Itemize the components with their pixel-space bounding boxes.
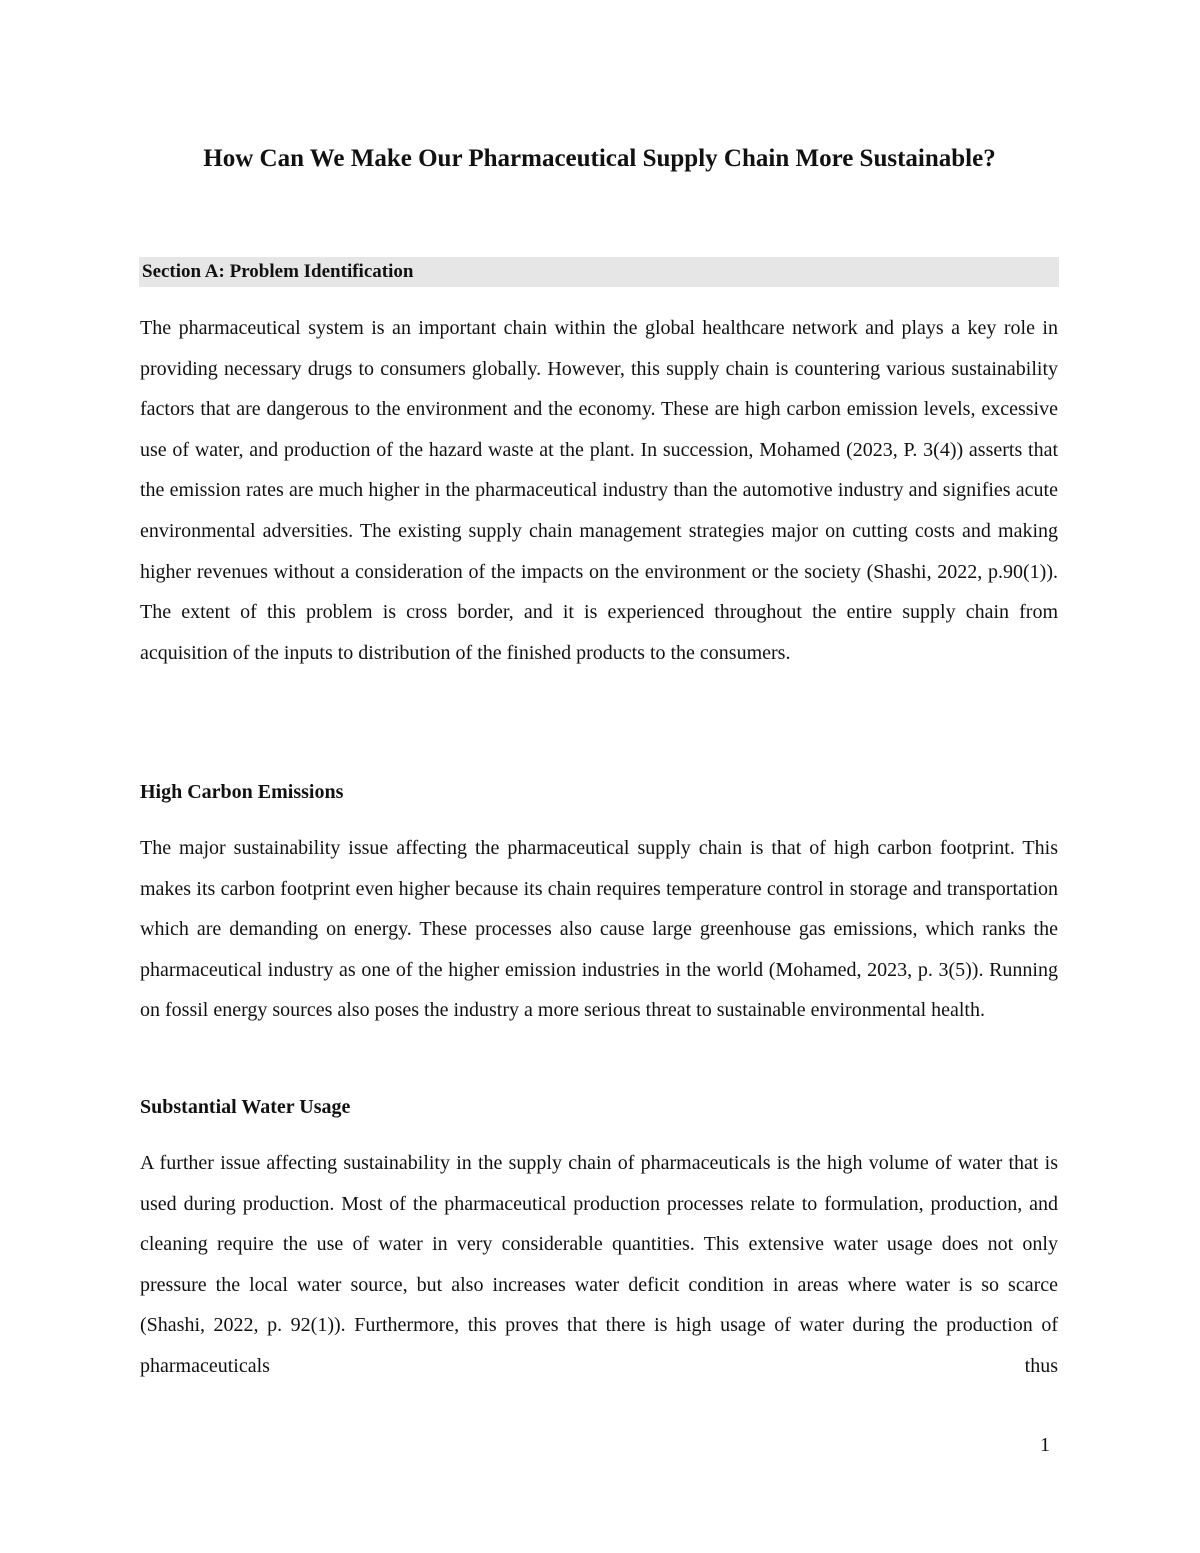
water-usage-paragraph: A further issue affecting sustainability in the supply chain of pharmaceuticals is the high volume of water that is used during production. Most of the pharmaceutical production processes relate to formulation, production, and cleaning require the use of water in very considerable quantities. This extensive water usage does not only pressure the local water source, but also increases water deficit condition in areas where water is so scarce (Shashi, 2022, p. 92(1)). Furthermore, this proves that there is high usage of water during the production of pharmaceuticals thus (140, 1152, 1058, 1377)
high-carbon-heading: High Carbon Emissions (140, 781, 344, 803)
document-title: How Can We Make Our Pharmaceutical Supply Chain More Sustainable? (203, 145, 996, 172)
section-a-heading: Section A: Problem Identification (142, 261, 414, 282)
section-a-paragraph: The pharmaceutical system is an important chain within the global healthcare network and plays a key role in providing necessary drugs to consumers globally. However, this supply chain is countering various sustainability factors that are dangerous to the environment and the economy. These are high carbon emission levels, excessive use of water, and production of the hazard waste at the plant. In succession, Mohamed (2023, P. 3(4)) asserts that the emission rates are much higher in the pharmaceutical industry than the automotive industry and signifies acute environmental adversities. The existing supply chain management strategies major on cutting costs and making higher revenues without a consideration of the impacts on the environment or the society (Shashi, 2022, p.90(1)). The extent of this problem is cross border, and it is experienced throughout the entire supply chain from acquisition of the inputs to distribution of the finished products to the consumers. (140, 317, 1058, 664)
high-carbon-paragraph: The major sustainability issue affecting the pharmaceutical supply chain is that of high carbon footprint. This makes its carbon footprint even higher because its chain requires temperature control in storage and transportation which are demanding on energy. These processes also cause large greenhouse gas emissions, which ranks the pharmaceutical industry as one of the higher emission industries in the world (Mohamed, 2023, p. 3(5)). Running on fossil energy sources also poses the industry a more serious threat to sustainable environmental health. (140, 837, 1058, 1022)
water-usage-heading: Substantial Water Usage (140, 1096, 351, 1118)
section-a-heading-bar (139, 257, 1059, 287)
page-number: 1 (1040, 1434, 1050, 1456)
